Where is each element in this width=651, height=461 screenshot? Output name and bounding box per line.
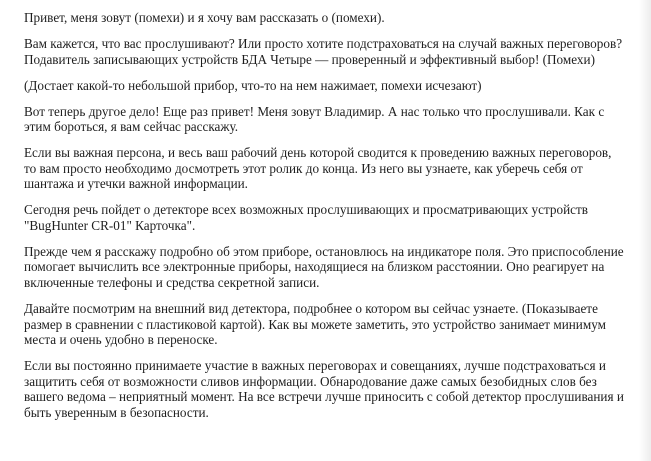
paragraph-intro: Привет, меня зовут (помехи) и я хочу вам рассказать о (помехи).	[24, 10, 385, 25]
paragraph-field-indicator: Прежде чем я расскажу подробно об этом приборе, остановлюсь на индикаторе поля. Это приспособление помогает вычислить все электронные приборы, находящиеся на близком расстоянии. Оно реагирует на включенные телефоны и средства секретной записи.	[24, 243, 624, 291]
document-body	[24, 10, 624, 431]
page-edge-shadow	[639, 0, 651, 461]
paragraph-greeting: Вот теперь другое дело! Еще раз привет! Меня зовут Владимир. А нас только что прослушивали. Как с этим бороться, я вам сейчас расскажу.	[24, 103, 605, 135]
paragraph-appearance: Давайте посмотрим на внешний вид детектора, подробнее о котором вы сейчас узнаете. (Показываете размер в сравнении с пластиковой картой). Как вы можете заметить, это устройство занимает минимум места и очень удобно в переноске.	[24, 301, 606, 348]
paragraph-topic: Сегодня речь пойдет о детекторе всех возможных прослушивающих и просматривающих устройств "BugHunter CR-01" Карточка".	[24, 202, 588, 233]
paragraph-meetings: Если вы постоянно принимаете участие в важных переговорах и совещаниях, лучше подстраховаться и защитить себя от возможности сливов информации. Обнародование даже самых безобидных слов без вашего ведома – неприятный момент. На все встречи лучше приносить с собой детектор прослушивания и быть уверенным в безопасности.	[24, 358, 624, 420]
paragraph-important-person: Если вы важная персона, и весь ваш рабочий день которой сводится к проведению важных переговоров, то вам просто необходимо досмотреть этот ролик до конца. Из него вы узнаете, как уберечь себя от шантажа и утечки важной информации.	[24, 145, 612, 192]
paragraph-suppressor: Вам кажется, что вас прослушивают? Или просто хотите подстраховаться на случай важных переговоров? Подавитель записывающих устройств БДА Четыре — проверенный и эффективный выбор! (Помехи)	[24, 35, 623, 67]
paragraph-stage-direction: (Достает какой-то небольшой прибор, что-то на нем нажимает, помехи исчезают)	[24, 77, 482, 93]
